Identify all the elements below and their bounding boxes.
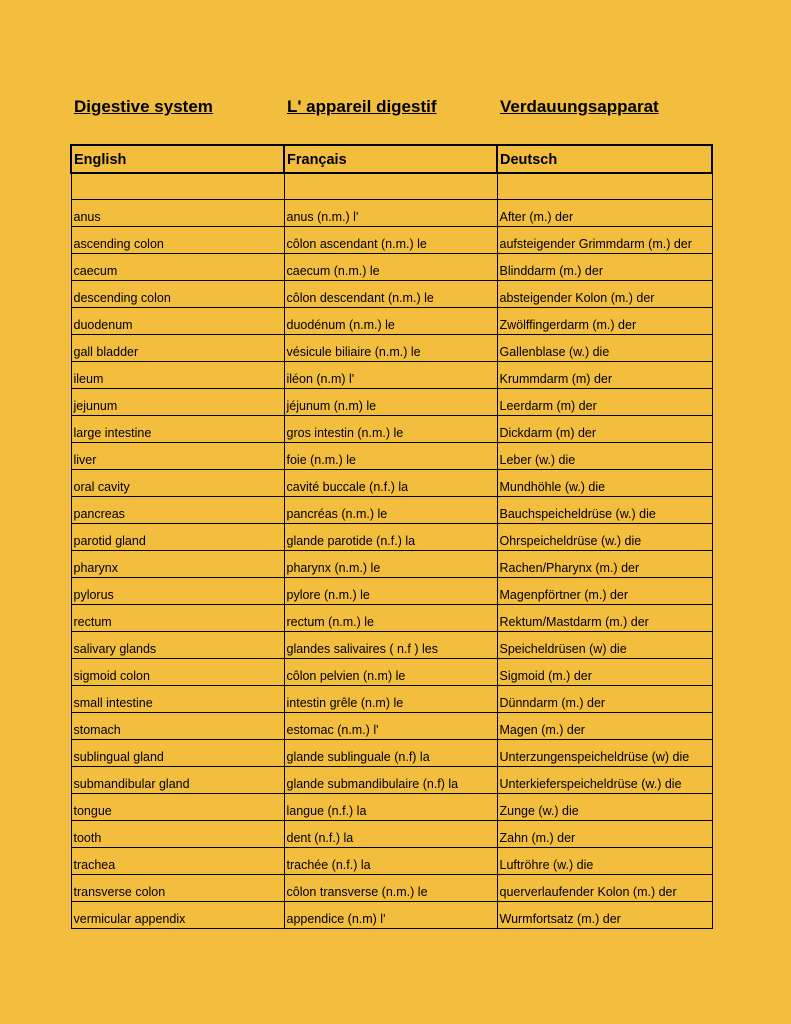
table-row	[71, 605, 712, 632]
table-row	[71, 389, 712, 416]
cell-english: stomach	[71, 713, 284, 740]
cell-french: pharynx (n.m.) le	[284, 551, 497, 578]
blank-row	[71, 173, 712, 200]
cell-french: côlon ascendant (n.m.) le	[284, 227, 497, 254]
cell-german: Magenpförtner (m.) der	[497, 578, 712, 605]
cell-german: Ohrspeicheldrüse (w.) die	[497, 524, 712, 551]
cell-english: ileum	[71, 362, 284, 389]
cell-french: côlon transverse (n.m.) le	[284, 875, 497, 902]
table-row	[71, 794, 712, 821]
table-body	[71, 173, 712, 929]
table-row	[71, 254, 712, 281]
cell-english: sigmoid colon	[71, 659, 284, 686]
cell-german: Bauchspeicheldrüse (w.) die	[497, 497, 712, 524]
table-row	[71, 686, 712, 713]
cell-english: duodenum	[71, 308, 284, 335]
cell-german: Zunge (w.) die	[497, 794, 712, 821]
cell-english: trachea	[71, 848, 284, 875]
cell-english: submandibular gland	[71, 767, 284, 794]
cell-french: iléon (n.m) l'	[284, 362, 497, 389]
table-row	[71, 740, 712, 767]
cell-english: salivary glands	[71, 632, 284, 659]
cell-german: aufsteigender Grimmdarm (m.) der	[497, 227, 712, 254]
cell-german: Krummdarm (m) der	[497, 362, 712, 389]
cell-german: Gallenblase (w.) die	[497, 335, 712, 362]
table-row	[71, 848, 712, 875]
cell-french: pancréas (n.m.) le	[284, 497, 497, 524]
blank-cell	[497, 173, 712, 200]
title-french: L' appareil digestif	[287, 97, 437, 116]
cell-french: langue (n.f.) la	[284, 794, 497, 821]
table-row	[71, 443, 712, 470]
cell-german: absteigender Kolon (m.) der	[497, 281, 712, 308]
cell-english: tongue	[71, 794, 284, 821]
table-row	[71, 821, 712, 848]
cell-french: côlon descendant (n.m.) le	[284, 281, 497, 308]
cell-french: dent (n.f.) la	[284, 821, 497, 848]
cell-english: pharynx	[71, 551, 284, 578]
header-german: Deutsch	[497, 145, 712, 173]
cell-french: glande submandibulaire (n.f) la	[284, 767, 497, 794]
title-bar	[0, 97, 791, 121]
table-row	[71, 281, 712, 308]
cell-french: jéjunum (n.m) le	[284, 389, 497, 416]
cell-german: Magen (m.) der	[497, 713, 712, 740]
cell-german: Dünndarm (m.) der	[497, 686, 712, 713]
cell-french: glande parotide (n.f.) la	[284, 524, 497, 551]
table-row	[71, 497, 712, 524]
cell-english: rectum	[71, 605, 284, 632]
cell-german: Luftröhre (w.) die	[497, 848, 712, 875]
cell-french: anus (n.m.) l'	[284, 200, 497, 227]
table-row	[71, 524, 712, 551]
cell-french: intestin grêle (n.m) le	[284, 686, 497, 713]
cell-german: Rachen/Pharynx (m.) der	[497, 551, 712, 578]
table-row	[71, 551, 712, 578]
cell-french: trachée (n.f.) la	[284, 848, 497, 875]
cell-french: rectum (n.m.) le	[284, 605, 497, 632]
cell-german: Leber (w.) die	[497, 443, 712, 470]
cell-english: vermicular appendix	[71, 902, 284, 929]
cell-german: Unterzungenspeicheldrüse (w) die	[497, 740, 712, 767]
cell-english: gall bladder	[71, 335, 284, 362]
table-row	[71, 200, 712, 227]
title-german: Verdauungsapparat	[500, 97, 659, 116]
cell-english: pancreas	[71, 497, 284, 524]
cell-german: Leerdarm (m) der	[497, 389, 712, 416]
table-row	[71, 659, 712, 686]
cell-english: ascending colon	[71, 227, 284, 254]
table-row	[71, 227, 712, 254]
cell-german: Blinddarm (m.) der	[497, 254, 712, 281]
table-row	[71, 902, 712, 929]
cell-german: Mundhöhle (w.) die	[497, 470, 712, 497]
cell-french: duodénum (n.m.) le	[284, 308, 497, 335]
title-english: Digestive system	[74, 97, 213, 116]
cell-french: glandes salivaires ( n.f ) les	[284, 632, 497, 659]
cell-french: estomac (n.m.) l'	[284, 713, 497, 740]
glossary-table	[70, 144, 713, 929]
cell-english: transverse colon	[71, 875, 284, 902]
cell-english: sublingual gland	[71, 740, 284, 767]
cell-english: jejunum	[71, 389, 284, 416]
table-row	[71, 578, 712, 605]
header-french: Français	[284, 145, 497, 173]
cell-german: Dickdarm (m) der	[497, 416, 712, 443]
cell-french: gros intestin (n.m.) le	[284, 416, 497, 443]
cell-french: pylore (n.m.) le	[284, 578, 497, 605]
cell-german: After (m.) der	[497, 200, 712, 227]
cell-french: caecum (n.m.) le	[284, 254, 497, 281]
cell-english: parotid gland	[71, 524, 284, 551]
cell-english: tooth	[71, 821, 284, 848]
header-row	[71, 145, 712, 173]
cell-german: Speicheldrüsen (w) die	[497, 632, 712, 659]
cell-german: Sigmoid (m.) der	[497, 659, 712, 686]
table-row	[71, 632, 712, 659]
table-row	[71, 767, 712, 794]
cell-french: côlon pelvien (n.m) le	[284, 659, 497, 686]
cell-english: pylorus	[71, 578, 284, 605]
header-english: English	[71, 145, 284, 173]
blank-cell	[284, 173, 497, 200]
table-row	[71, 308, 712, 335]
cell-german: Unterkieferspeicheldrüse (w.) die	[497, 767, 712, 794]
cell-german: Rektum/Mastdarm (m.) der	[497, 605, 712, 632]
cell-french: foie (n.m.) le	[284, 443, 497, 470]
cell-french: vésicule biliaire (n.m.) le	[284, 335, 497, 362]
table-row	[71, 470, 712, 497]
table-row	[71, 875, 712, 902]
cell-german: Zahn (m.) der	[497, 821, 712, 848]
table-row	[71, 713, 712, 740]
cell-english: anus	[71, 200, 284, 227]
cell-english: liver	[71, 443, 284, 470]
cell-english: descending colon	[71, 281, 284, 308]
cell-french: appendice (n.m) l'	[284, 902, 497, 929]
cell-german: Zwölffingerdarm (m.) der	[497, 308, 712, 335]
blank-cell	[71, 173, 284, 200]
cell-french: glande sublinguale (n.f) la	[284, 740, 497, 767]
cell-german: Wurmfortsatz (m.) der	[497, 902, 712, 929]
cell-english: caecum	[71, 254, 284, 281]
table-row	[71, 362, 712, 389]
cell-french: cavité buccale (n.f.) la	[284, 470, 497, 497]
cell-german: querverlaufender Kolon (m.) der	[497, 875, 712, 902]
table-row	[71, 416, 712, 443]
cell-english: small intestine	[71, 686, 284, 713]
cell-english: oral cavity	[71, 470, 284, 497]
cell-english: large intestine	[71, 416, 284, 443]
table-row	[71, 335, 712, 362]
